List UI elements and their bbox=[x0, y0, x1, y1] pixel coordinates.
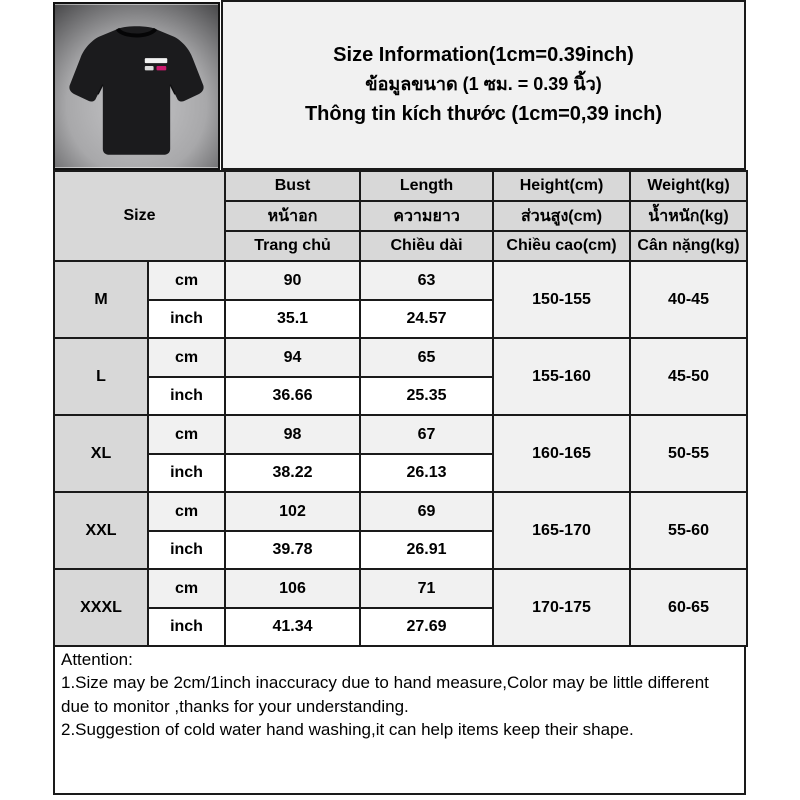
length-cm: 69 bbox=[360, 492, 493, 531]
length-inch: 26.91 bbox=[360, 531, 493, 569]
unit-inch: inch bbox=[148, 608, 225, 646]
title-thai: ข้อมูลขนาด (1 ซม. = 0.39 นิ้ว) bbox=[365, 74, 602, 95]
col-bust-vi: Trang chủ bbox=[225, 231, 360, 261]
tshirt-image bbox=[55, 4, 218, 168]
col-length-th: ความยาว bbox=[360, 201, 493, 231]
length-inch: 24.57 bbox=[360, 300, 493, 338]
table-row bbox=[54, 492, 747, 531]
title-english: Size Information(1cm=0.39inch) bbox=[333, 44, 634, 67]
unit-cm: cm bbox=[148, 492, 225, 531]
header-row-en bbox=[54, 171, 747, 201]
col-weight-vi: Cân nặng(kg) bbox=[630, 231, 747, 261]
col-height-vi: Chiều cao(cm) bbox=[493, 231, 630, 261]
unit-cm: cm bbox=[148, 261, 225, 300]
size-table bbox=[53, 170, 748, 647]
size-label: M bbox=[54, 261, 148, 338]
unit-inch: inch bbox=[148, 531, 225, 569]
length-inch: 27.69 bbox=[360, 608, 493, 646]
unit-cm: cm bbox=[148, 569, 225, 608]
size-column-header: Size bbox=[54, 171, 225, 261]
unit-cm: cm bbox=[148, 415, 225, 454]
length-cm: 65 bbox=[360, 338, 493, 377]
col-weight-th: น้ำหนัก(kg) bbox=[630, 201, 747, 231]
col-height-th: ส่วนสูง(cm) bbox=[493, 201, 630, 231]
height-range: 165-170 bbox=[493, 492, 630, 569]
weight-range: 60-65 bbox=[630, 569, 747, 646]
height-range: 170-175 bbox=[493, 569, 630, 646]
attention-title: Attention: bbox=[61, 650, 133, 669]
bust-cm: 102 bbox=[225, 492, 360, 531]
col-bust-en: Bust bbox=[225, 171, 360, 201]
bust-inch: 36.66 bbox=[225, 377, 360, 415]
bust-inch: 35.1 bbox=[225, 300, 360, 338]
length-cm: 63 bbox=[360, 261, 493, 300]
unit-cm: cm bbox=[148, 338, 225, 377]
height-range: 160-165 bbox=[493, 415, 630, 492]
table-row bbox=[54, 338, 747, 377]
col-length-en: Length bbox=[360, 171, 493, 201]
size-label: L bbox=[54, 338, 148, 415]
weight-range: 55-60 bbox=[630, 492, 747, 569]
table-row bbox=[54, 261, 747, 300]
length-inch: 25.35 bbox=[360, 377, 493, 415]
bust-cm: 94 bbox=[225, 338, 360, 377]
table-row bbox=[54, 569, 747, 608]
unit-inch: inch bbox=[148, 377, 225, 415]
attention-line-1: 1.Size may be 2cm/1inch inaccuracy due to hand measure,Color may be little different due to monitor ,thanks for your understanding. bbox=[61, 673, 709, 716]
bust-inch: 38.22 bbox=[225, 454, 360, 492]
size-label: XL bbox=[54, 415, 148, 492]
bust-cm: 90 bbox=[225, 261, 360, 300]
height-range: 155-160 bbox=[493, 338, 630, 415]
attention-notes bbox=[53, 645, 746, 795]
col-weight-en: Weight(kg) bbox=[630, 171, 747, 201]
height-range: 150-155 bbox=[493, 261, 630, 338]
product-photo bbox=[53, 2, 220, 170]
weight-range: 40-45 bbox=[630, 261, 747, 338]
size-label: XXXL bbox=[54, 569, 148, 646]
col-length-vi: Chiều dài bbox=[360, 231, 493, 261]
bust-cm: 106 bbox=[225, 569, 360, 608]
col-height-en: Height(cm) bbox=[493, 171, 630, 201]
size-information-header bbox=[221, 0, 746, 170]
unit-inch: inch bbox=[148, 454, 225, 492]
weight-range: 45-50 bbox=[630, 338, 747, 415]
bust-inch: 41.34 bbox=[225, 608, 360, 646]
length-inch: 26.13 bbox=[360, 454, 493, 492]
bust-inch: 39.78 bbox=[225, 531, 360, 569]
length-cm: 71 bbox=[360, 569, 493, 608]
col-bust-th: หน้าอก bbox=[225, 201, 360, 231]
weight-range: 50-55 bbox=[630, 415, 747, 492]
length-cm: 67 bbox=[360, 415, 493, 454]
table-row bbox=[54, 415, 747, 454]
title-vietnamese: Thông tin kích thước (1cm=0,39 inch) bbox=[304, 102, 663, 125]
size-label: XXL bbox=[54, 492, 148, 569]
bust-cm: 98 bbox=[225, 415, 360, 454]
attention-line-2: 2.Suggestion of cold water hand washing,it can help items keep their shape. bbox=[61, 720, 634, 740]
unit-inch: inch bbox=[148, 300, 225, 338]
